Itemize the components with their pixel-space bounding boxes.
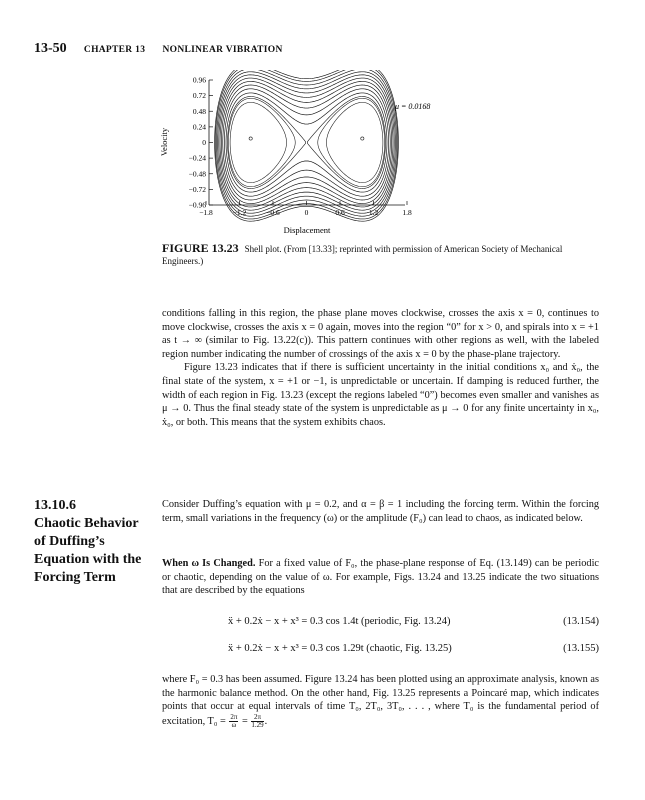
- y-tick-label: 0.96: [192, 75, 206, 85]
- shell-orbit: [219, 75, 394, 210]
- y-tick-label: −0.72: [188, 184, 206, 194]
- shell-orbit: [215, 70, 397, 219]
- x-tick-label: 1.8: [402, 208, 412, 217]
- y-axis-label: Velocity: [159, 127, 169, 157]
- y-tick-label: −0.96: [188, 200, 206, 210]
- shell-orbit: [216, 70, 396, 216]
- shell-orbit: [224, 89, 388, 196]
- mu-annotation: μ = 0.0168: [395, 102, 431, 111]
- equation-number: (13.154): [563, 616, 599, 627]
- x-tick-label: 0: [304, 208, 309, 217]
- y-tick-label: −0.24: [188, 153, 206, 163]
- running-head: [34, 40, 283, 57]
- equation-body: ẍ + 0.2ẋ − x + x³ = 0.3 cos 1.29t (chaotic, Fig. 13.25): [228, 643, 452, 654]
- fixed-point-marker: [361, 137, 364, 140]
- figure-caption-text: Shell plot. (From [13.33]; reprinted with permission of American Society of Mechanical Engineers.): [162, 244, 563, 266]
- equation-13-154: [162, 616, 599, 632]
- inner-orbit: [228, 98, 295, 186]
- y-tick-label: −0.48: [188, 169, 206, 179]
- paragraph-5: where F₀ = 0.3 has been assumed. Figure 13.24 has been plotted using an approximate analysis, known as the harmonic balance method. On the other hand, Fig. 13.25 represents a Poincaré map, which indicates points that occur at equal intervals of time T₀, 2T₀, 3T₀, . . . , where T₀ is the fundamental period of excitation, T₀ =: [162, 674, 599, 727]
- chapter-title: NONLINEAR VIBRATION: [162, 45, 283, 55]
- body-text-bottom: where F₀ = 0.3 has been assumed. Figure 13.24 has been plotted using an approximate analysis, known as the harmonic balance method. On the other hand, Fig. 13.25 represents a Poincaré map, which indicates points that occur at equal intervals of time T₀, 2T₀, 3T₀, . . . , where T₀ is the fundamental period of excitation, T₀ = $\frac{2\pi}{\omega}$ = $\frac{2\pi}{1.29}$ .: [162, 674, 599, 729]
- x-tick-label: −0.6: [266, 208, 280, 217]
- run-in-heading: When ω Is Changed.: [162, 558, 256, 569]
- fixed-points: [249, 137, 364, 140]
- section-title: Chaotic Behavior of Duffing’s Equation with the Forcing Term: [34, 516, 142, 585]
- chapter-label: CHAPTER 13: [83, 45, 146, 55]
- fraction-2pi-129: $\frac{2\pi}{1.29}$: [251, 712, 264, 729]
- fixed-point-marker: [249, 137, 252, 140]
- fraction-2pi-omega: $\frac{2\pi}{\omega}$: [230, 712, 238, 729]
- separatrix-lobe: [228, 96, 306, 188]
- section-number: 13.10.6: [34, 498, 76, 513]
- x-tick-label: −1.8: [199, 208, 213, 217]
- paragraph-4: For a fixed value of F₀, the phase-plane response of Eq. (13.149) can be periodic or chaotic, depending on the value of ω. For example, Figs. 13.24 and 13.25 indicate the two situations that are described by the equations: [162, 558, 599, 597]
- separatrix-lobe: [307, 96, 385, 188]
- paragraph-1: conditions falling in this region, the phase plane moves clockwise, crosses the axis x = 0, continues to move clockwise, crosses the axis x = 0 again, moves into the region “0” for x > 0, and spirals into x = +1 as t → ∞ (similar to Fig. 13.22(c)). This pattern continues with other regions as well, with the labeled region number indicating the number of crossings of the axis x = 0 by the phase-plane trajectory.: [162, 308, 599, 360]
- orbit-curves: [215, 70, 399, 221]
- x-axis-label: Displacement: [283, 225, 331, 235]
- shell-plot-figure: [150, 70, 450, 238]
- body-text-section: [162, 498, 599, 525]
- x-tick-label: −1.2: [232, 208, 247, 217]
- paragraph-3: Consider Duffing’s equation with μ = 0.2, and α = β = 1 including the forcing term. Within the forcing term, small variations in the frequency (ω) or the amplitude (F₀) can lead to chaos, as indicated below.: [162, 499, 599, 524]
- paragraph-2: Figure 13.23 indicates that if there is sufficient uncertainty in the initial conditions x₀ and ẋ₀, the final state of the system, x = +1 or −1, is unpredictable or uncertain. If damping is reduced further, the width of each region in Fig. 13.23 (except the regions labeled “0”) becomes even smaller and vanishes as μ → 0. Thus the final steady state of the system is unpredictable as μ → 0 for any finite uncertainty in x₀, ẋ₀, or both. This means that the system exhibits chaos.: [162, 362, 599, 428]
- figure-caption: [162, 242, 602, 267]
- y-tick-label: 0.48: [192, 106, 206, 116]
- y-tick-label: 0: [202, 138, 206, 148]
- equation-number: (13.155): [563, 643, 599, 654]
- shell-orbit: [221, 81, 391, 203]
- x-tick-label: 1.2: [368, 208, 379, 217]
- y-tick-label: 0.24: [192, 122, 206, 132]
- equation-body: ẍ + 0.2ẋ − x + x³ = 0.3 cos 1.4t (periodic, Fig. 13.24): [228, 616, 451, 627]
- x-tick-label: 0.6: [335, 208, 345, 217]
- equation-13-155: [162, 643, 599, 659]
- section-heading: [34, 497, 144, 587]
- y-tick-label: 0.72: [192, 91, 206, 101]
- page-number: 13-50: [34, 41, 67, 56]
- figure-label: FIGURE 13.23: [162, 241, 239, 255]
- inner-orbit: [318, 98, 385, 186]
- body-text-top: [162, 307, 599, 429]
- body-text-subsection: [162, 557, 599, 598]
